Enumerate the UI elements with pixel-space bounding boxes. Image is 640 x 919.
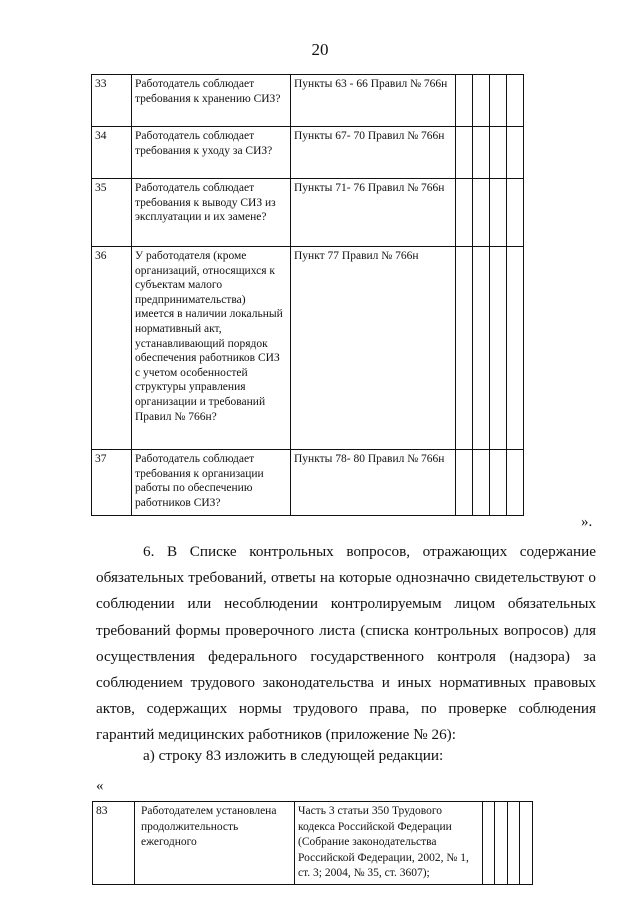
row-question: Работодателем установлена продолжительность ежегодного xyxy=(135,802,295,885)
row-question: Работодатель соблюдает требования к выводу СИЗ из эксплуатации и их замене? xyxy=(132,179,291,247)
replacement-row-table xyxy=(92,801,533,885)
answer-cell-na xyxy=(490,247,507,450)
table-row xyxy=(92,179,524,247)
table-row xyxy=(92,450,524,516)
answer-cell-yes xyxy=(483,802,495,885)
answer-cell-na xyxy=(508,802,520,885)
table-row xyxy=(92,75,524,127)
answer-cell-yes xyxy=(456,75,473,127)
answer-cell-note xyxy=(507,127,524,179)
row-question: Работодатель соблюдает требования к уходу за СИЗ? xyxy=(132,127,291,179)
row-number: 35 xyxy=(92,179,132,247)
row-reference: Часть 3 статьи 350 Трудового кодекса Российской Федерации (Собрание законодательства Российской Федерации, 2002, № 1, ст. 3; 2004, № 35, ст. 3607); xyxy=(295,802,483,885)
row-number: 33 xyxy=(92,75,132,127)
answer-cell-yes xyxy=(456,127,473,179)
row-reference: Пункты 63 - 66 Правил № 766н xyxy=(291,75,456,127)
subitem-text: а) строку 83 изложить в следующей редакции: xyxy=(143,747,444,764)
opening-quote: « xyxy=(96,778,104,794)
answer-cell-na xyxy=(490,179,507,247)
row-number: 37 xyxy=(92,450,132,516)
answer-cell-yes xyxy=(456,450,473,516)
answer-cell-note xyxy=(507,450,524,516)
answer-cell-na xyxy=(490,127,507,179)
answer-cell-na xyxy=(490,75,507,127)
row-number: 36 xyxy=(92,247,132,450)
answer-cell-no xyxy=(473,75,490,127)
answer-cell-no xyxy=(495,802,508,885)
closing-quote: ». xyxy=(581,514,593,530)
table-row xyxy=(93,802,533,885)
answer-cell-note xyxy=(507,247,524,450)
answer-cell-no xyxy=(473,127,490,179)
answer-cell-no xyxy=(473,247,490,450)
page-number: 20 xyxy=(311,40,329,59)
answer-cell-no xyxy=(473,450,490,516)
row-reference: Пункты 67- 70 Правил № 766н xyxy=(291,127,456,179)
answer-cell-yes xyxy=(456,247,473,450)
checklist-table xyxy=(91,74,524,516)
body-paragraph: 6. В Списке контрольных вопросов, отражающих содержание обязательных требований, ответы на которые однозначно свидетельствуют о соблюдении или несоблюдении контролируемым лицом обязательных требований формы проверочного листа (списка контрольных вопросов) для осуществления федерального государственного контроля (надзора) за соблюдением трудового законодательства и иных нормативных правовых актов, содержащих нормы трудового права, по проверке соблюдения гарантий медицинских работников (приложение № 26): xyxy=(96,543,596,744)
row-reference: Пункт 77 Правил № 766н xyxy=(291,247,456,450)
answer-cell-yes xyxy=(456,179,473,247)
row-reference: Пункты 78- 80 Правил № 766н xyxy=(291,450,456,516)
answer-cell-note xyxy=(507,179,524,247)
row-question: У работодателя (кроме организаций, относящихся к субъектам малого предпринимательства) имеется в наличии локальный нормативный акт, устанавливающий порядок обеспечения работников СИЗ с учетом особенностей структуры управления организации и требований Правил № 766н? xyxy=(132,247,291,450)
row-number: 83 xyxy=(93,802,135,885)
row-number: 34 xyxy=(92,127,132,179)
table-row xyxy=(92,247,524,450)
row-question: Работодатель соблюдает требования к организации работы по обеспечению работников СИЗ? xyxy=(132,450,291,516)
answer-cell-na xyxy=(490,450,507,516)
table-row xyxy=(92,127,524,179)
answer-cell-note xyxy=(507,75,524,127)
row-reference: Пункты 71- 76 Правил № 766н xyxy=(291,179,456,247)
row-question: Работодатель соблюдает требования к хранению СИЗ? xyxy=(132,75,291,127)
answer-cell-note xyxy=(520,802,533,885)
answer-cell-no xyxy=(473,179,490,247)
